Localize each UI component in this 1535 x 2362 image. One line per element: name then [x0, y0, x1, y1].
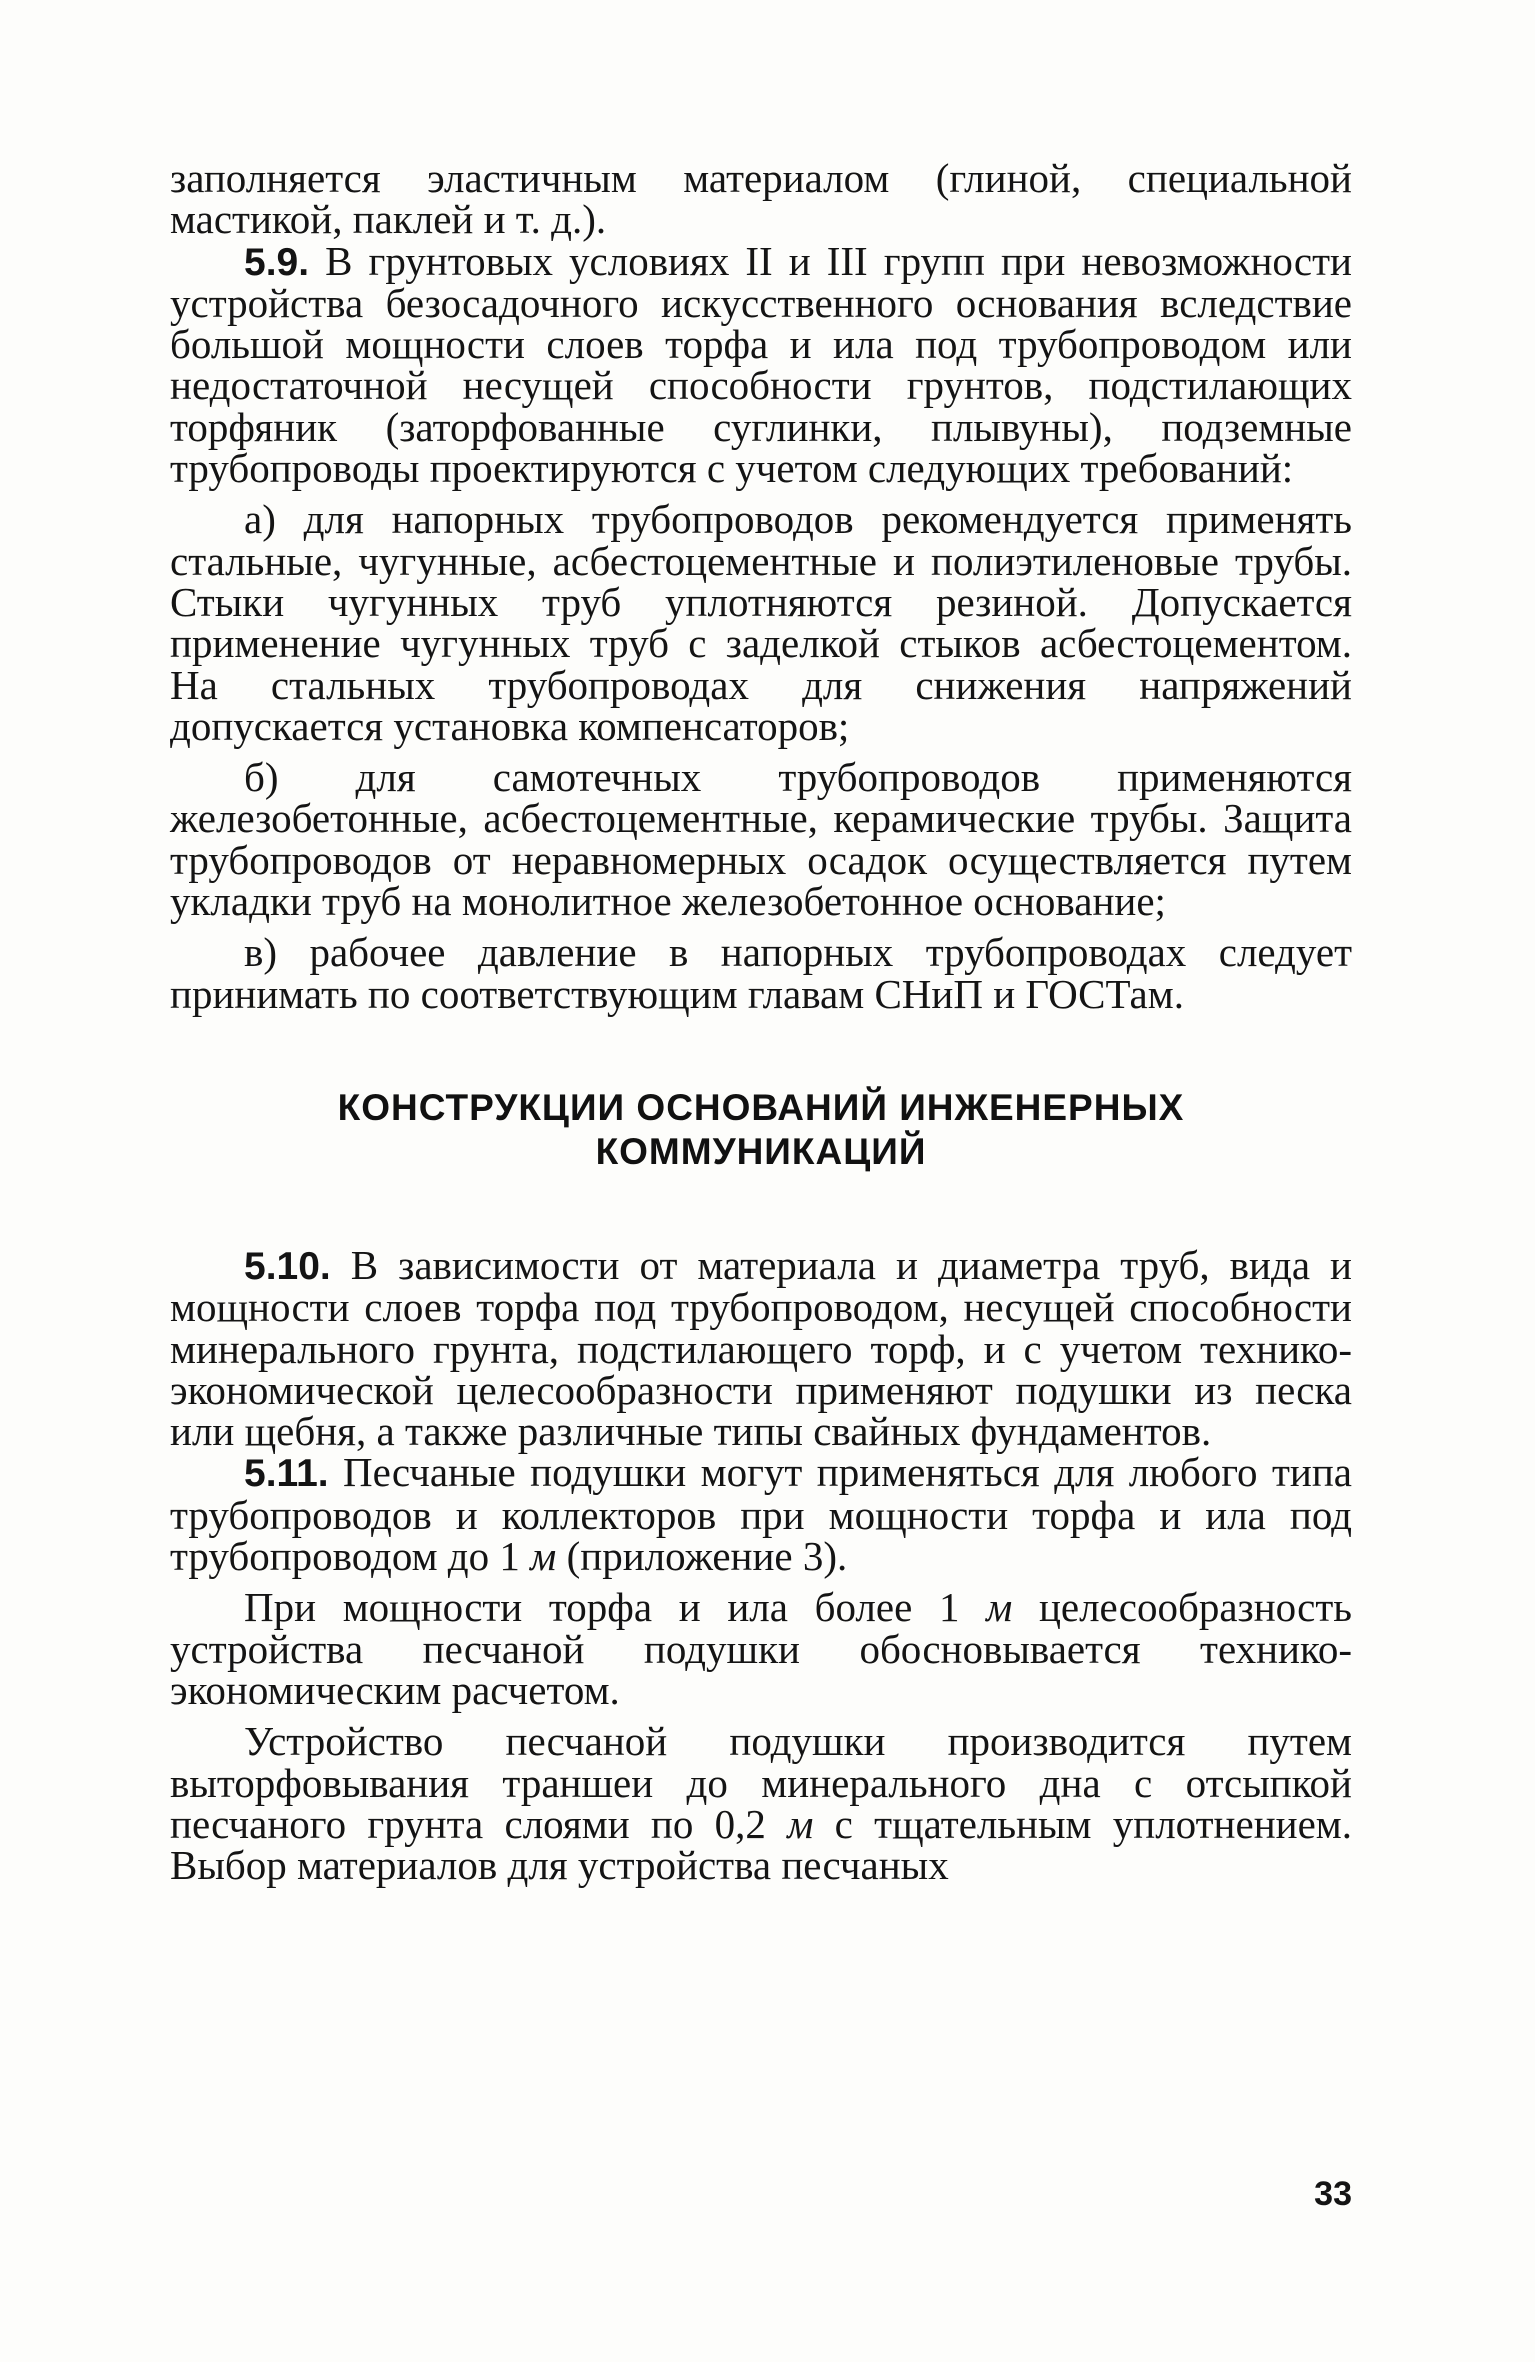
list-item-a: а) для напорных трубопроводов рекомендуется применять стальные, чугунные, асбестоцементные и полиэтиленовые трубы. Стыки чугунных труб уплотняются резиной. Допускается применение чугунных труб с заделкой стыков асбестоцементом. На стальных трубопроводах для снижения напряжений допускается установка компенсаторов; [170, 496, 1352, 749]
paragraph-sand-cushion [170, 1584, 1352, 1713]
clause-number: 5.11. [244, 1452, 329, 1496]
clause-number: 5.10. [244, 1244, 331, 1288]
clause-number: 5.9. [244, 240, 310, 284]
paragraph-text: При мощности торфа и ила более 1 [244, 1584, 987, 1631]
paragraph-5-10 [170, 1241, 1352, 1455]
paragraph-cushion-construction [170, 1718, 1352, 1889]
paragraph-text: Устройство песчаной подушки производится путем выторфовывания траншеи до минерального дна с отсыпкой песчаного грунта слоями по 0,2 [170, 1718, 1352, 1847]
clause-text-end: (приложение 3). [556, 1533, 848, 1580]
clause-text: Песчаные подушки могут применяться для любого типа трубопроводов и коллекторов при мощности торфа и ила под трубопроводом до 1 [170, 1449, 1352, 1580]
heading-line-2: КОММУНИКАЦИЙ [595, 1130, 927, 1172]
body-text [170, 155, 1352, 1889]
clause-text: В грунтовых условиях II и III групп при невозможности устройства безосадочного искусственного основания вследствие большой мощности слоев торфа и ила под трубопроводом или недостаточной несущей способности грунтов, подстилающих торфяник (заторфованные суглинки, плывуны), подземные трубопроводы проектируются с учетом следующих требований: [170, 237, 1352, 492]
list-item-b: б) для самотечных трубопроводов применяются железобетонные, асбестоцементные, керамические трубы. Защита трубопроводов от неравномерных осадок осуществляется путем укладки труб на монолитное железобетонное основание; [170, 754, 1352, 925]
unit-meter: м [530, 1533, 557, 1580]
section-heading [170, 1086, 1352, 1174]
page-number: 33 [1314, 2175, 1352, 2213]
unit-meter: м [787, 1800, 814, 1847]
clause-text: В зависимости от материала и диаметра труб, вида и мощности слоев торфа под трубопроводом, несущей способности минерального грунта, подстилающего торф, и с учетом технико-экономической целесообразности применяют подушки из песка или щебня, а также различные типы свайных фундаментов. [170, 1241, 1352, 1455]
paragraph-5-11 [170, 1449, 1352, 1580]
paragraph-continuation: заполняется эластичным материалом (глиной, специальной мастикой, паклей и т. д.). [170, 155, 1352, 243]
unit-meter: м [986, 1584, 1013, 1631]
list-item-c: в) рабочее давление в напорных трубопроводах следует принимать по соответствующим главам СНиП и ГОСТам. [170, 929, 1352, 1017]
heading-line-1: КОНСТРУКЦИИ ОСНОВАНИЙ ИНЖЕНЕРНЫХ [337, 1086, 1185, 1128]
paragraph-text-end: с тщательным уплотнением. Выбор материалов для устройства песчаных [170, 1800, 1352, 1889]
paragraph-text-end: целесообразность устройства песчаной подушки обосновывается технико-экономическим расчетом. [170, 1584, 1352, 1713]
paragraph-5-9 [170, 237, 1352, 492]
